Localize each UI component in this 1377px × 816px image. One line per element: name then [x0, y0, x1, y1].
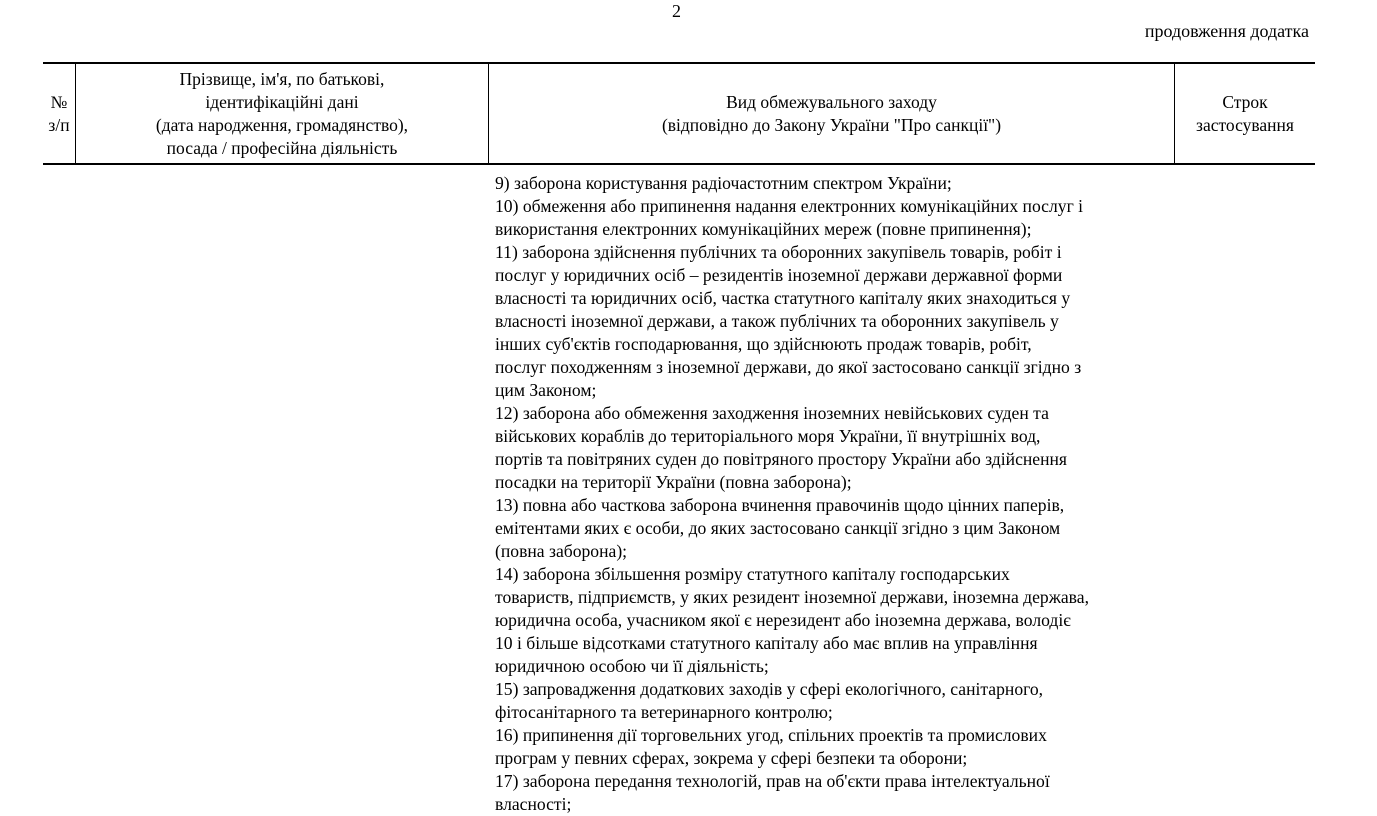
measure-line: юридичною особою чи її діяльність; — [495, 656, 769, 676]
measure-line: послуг у юридичних осіб – резидентів іноземної держави державної форми — [495, 265, 1063, 285]
header-line: застосування — [1196, 114, 1294, 135]
header-line: Вид обмежувального заходу — [726, 91, 937, 112]
header-line: (дата народження, громадянство), — [155, 114, 409, 135]
measure-line: 13) повна або часткова заборона вчинення правочинів щодо цінних паперів, — [495, 495, 1065, 515]
measure-line: цим Законом; — [495, 380, 597, 400]
measure-line: 15) запровадження додаткових заходів у сфері екологічного, санітарного, — [495, 679, 1044, 699]
measures-list — [495, 172, 1175, 816]
measure-line: юридична особа, учасником якої є нерезидент або іноземна держава, володіє — [495, 610, 1071, 630]
measure-line: 11) заборона здійснення публічних та оборонних закупівель товарів, робіт і — [495, 242, 1062, 262]
header-cell-term — [1175, 64, 1315, 163]
header-cell-measure-type — [489, 64, 1175, 163]
header-line: Строк — [1222, 91, 1268, 112]
measure-line: портів та повітряних суден до повітряного простору України або здійснення — [495, 449, 1068, 469]
measure-line: власності та юридичних осіб, частка статутного капіталу яких знаходиться у — [495, 288, 1071, 308]
header-cell-person — [76, 64, 489, 163]
table-header-row — [43, 62, 1315, 165]
measure-line: 16) припинення дії торговельних угод, спільних проектів та промислових — [495, 725, 1047, 745]
measure-line: товариств, підприємств, у яких резидент іноземної держави, іноземна держава, — [495, 587, 1089, 607]
measure-line: 10 і більше відсотками статутного капіталу або має вплив на управління — [495, 633, 1038, 653]
header-line: посада / професійна діяльність — [166, 137, 398, 158]
header-line: № — [50, 91, 68, 112]
header-line: з/п — [48, 114, 70, 135]
continuation-label: продовження додатка — [1144, 21, 1309, 41]
measure-line: використання електронних комунікаційних мереж (повне припинення); — [495, 219, 1032, 239]
measure-line: фітосанітарного та ветеринарного контролю; — [495, 702, 833, 722]
measure-line: програм у певних сферах, зокрема у сфері безпеки та оборони; — [495, 748, 968, 768]
measure-line: інших суб'єктів господарювання, що здійснюють продаж товарів, робіт, — [495, 334, 1032, 354]
measure-line: власності; — [495, 794, 572, 814]
header-line: Прізвище, ім'я, по батькові, — [179, 68, 385, 89]
measure-line: власності іноземної держави, а також публічних та оборонних закупівель у — [495, 311, 1059, 331]
measure-line: (повна заборона); — [495, 541, 628, 561]
measure-line: 17) заборона передання технологій, прав на об'єкти права інтелектуальної — [495, 771, 1050, 791]
header-cell-number — [43, 64, 76, 163]
header-line: (відповідно до Закону України "Про санкції") — [661, 114, 1002, 135]
measure-line: посадки на території України (повна заборона); — [495, 472, 852, 492]
measure-line: 10) обмеження або припинення надання електронних комунікаційних послуг і — [495, 196, 1084, 216]
measure-line: емітентами яких є особи, до яких застосовано санкції згідно з цим Законом — [495, 518, 1061, 538]
header-line: ідентифікаційні дані — [205, 91, 359, 112]
page-number: 2 — [672, 1, 681, 21]
measure-line: 12) заборона або обмеження заходження іноземних невійськових суден та — [495, 403, 1049, 423]
measure-line: 9) заборона користування радіочастотним спектром України; — [495, 173, 952, 193]
measure-line: 14) заборона збільшення розміру статутного капіталу господарських — [495, 564, 1010, 584]
measure-line: військових кораблів до територіального моря України, її внутрішніх вод, — [495, 426, 1041, 446]
measure-line: послуг походженням з іноземної держави, до якої застосовано санкції згідно з — [495, 357, 1082, 377]
